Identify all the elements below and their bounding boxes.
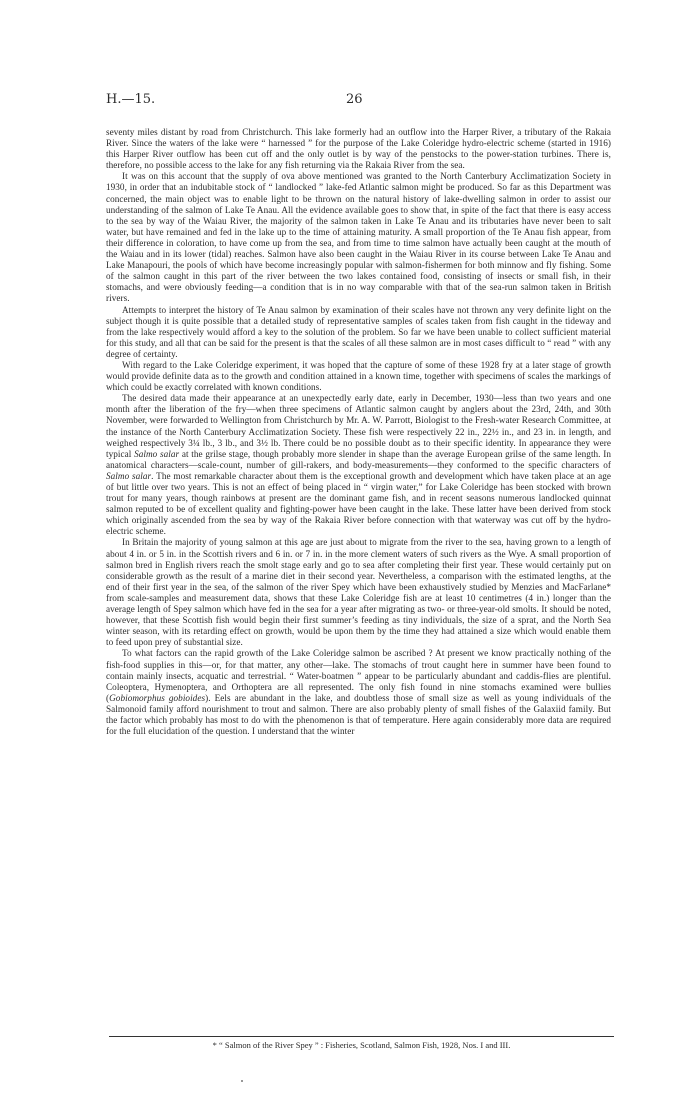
paragraph: It was on this account that the supply of ova above mentioned was granted to the North Canterbury Acclimatization Society in 1930, in order that an indubitable stock of “ landlocked ” lake-fed Atlantic salmon might be produced. So far as this Department was concerned, the main object was to enable light to be thrown on the natural history of lake-dwelling salmon in order to assist our understanding of the salmon of Lake Te Anau. All the evidence available goes to show that, in spite of the fact that there is easy access to the sea by way of the Waiau River, the majority of the salmon taken in Lake Te Anau and its tributaries have never been to salt water, but have remained and fed in the lake up to the time of attaining maturity. A small proportion of the Te Anau fish appear, from their difference in coloration, to have come up from the sea, and from time to time salmon have actually been caught at the mouth of the Waiau and in its lower (tidal) reaches. Salmon have also been caught in the Waiau River in its course between Lake Te Anau and Lake Manapouri, the pools of which have become increasingly popular with salmon-fishermen for both minnow and fly fishing. Some of the salmon caught in this part of the river between the two lakes contained food, consisting of insects or small fish, in their stomachs, and were obviously feeding—a condition that is in no way comparable with that of the sea-run salmon taken in British rivers. — [106, 171, 611, 304]
paragraph: With regard to the Lake Coleridge experiment, it was hoped that the capture of some of these 1928 fry at a later stage of growth would provide definite data as to the growth and condition attained in a known time, together with specimens of scales the markings of which could be exactly correlated with known conditions. — [106, 359, 611, 393]
document-reference: H.—15. — [106, 92, 156, 107]
page-header — [106, 92, 616, 114]
footnote-divider — [109, 1036, 614, 1037]
paragraph: The desired data made their appearance at an unexpectedly early date, early in December, 1930—less than two years and one month after the liberation of the fry—when three specimens of Atlantic salmon caught by anglers about the 23rd, 24th, and 30th November, were forwarded to Wellington from Christchurch by Mr. A. W. Parrott, Biologist to the Fresh-water Research Committee, at the instance of the North Canterbury Acclimatization Society. These fish were respectively 22 in., 22½ in., and 23 in. in length, and weighed respectively 3¼ lb., 3 lb., and 3½ lb. There could be no possible doubt as to their specific identity. In appearance they were typical Salmo salar at the grilse stage, though probably more slender in shape than the average European grilse of the same length. In anatomical characters—scale-count, number of gill-rakers, and body-measurements—they conformed to the specific characters of Salmo salar. The most remarkable character about them is the exceptional growth and development which have taken place at an age of but little over two years. This is not an effect of being placed in “ virgin water,” for Lake Coleridge has been stocked with brown trout for many years, though rainbows at present are the dominant game fish, and in recent seasons numerous landlocked quinnat salmon reputed to be of excellent quality and fighting-power have been caught in the lake. These latter have been derived from stock which originally ascended from the sea by way of the Rakaia River before connection with that waterway was cut off by the hydro-electric scheme. — [106, 393, 611, 537]
paragraph: seventy miles distant by road from Christchurch. This lake formerly had an outflow into the Harper River, a tributary of the Rakaia River. Since the waters of the lake were “ harnessed ” for the purpose of the Lake Coleridge hydro-electric scheme (started in 1916) this Harper River outflow has been cut off and the only outlet is by way of the penstocks to the power-station turbines. There is, therefore, no possible access to the lake for any fish returning via the Rakaia River from the sea. — [106, 127, 611, 171]
body-text — [106, 127, 611, 737]
paragraph: In Britain the majority of young salmon at this age are just about to migrate from the river to the sea, having grown to a length of about 4 in. or 5 in. in the Scottish rivers and 6 in. or 7 in. in the more clement waters of such rivers as the Wye. A small proportion of salmon bred in English rivers reach the smolt stage early and go to sea after completing their first year. These would certainly put on considerable growth as the result of a marine diet in their second year. Nevertheless, a comparison with the estimated lengths, at the end of their first year in the sea, of the salmon of the river Spey which have been exhaustively studied by Menzies and MacFarlane* from scale-samples and measurement data, shows that these Lake Coleridge fish are at least 10 centimetres (4 in.) longer than the average length of Spey salmon which have fed in the sea for a year after migrating as two- or three-year-old smolts. It should be noted, however, that these Scottish fish would begin their first summer’s feeding as tiny individuals, the size of a sprat, and the North Sea winter season, with its retarding effect on growth, would be upon them by the time they had attained a size which would enable them to feed upon prey of substantial size. — [106, 537, 611, 648]
footnote: * “ Salmon of the River Spey ” : Fisheries, Scotland, Salmon Fish, 1928, Nos. I and III. — [212, 1040, 511, 1050]
paragraph: To what factors can the rapid growth of the Lake Coleridge salmon be ascribed ? At present we know practically nothing of the fish-food supplies in this—or, for that matter, any other—lake. The stomachs of trout caught here in summer have been found to contain mainly insects, acquatic and terrestrial. “ Water-boatmen ” appear to be particularly abundant and caddis-flies are plentiful. Coleoptera, Hymenoptera, and Orthoptera are all represented. The only fish found in nine stomachs examined were bullies (Gobiomorphus gobioides). Eels are abundant in the lake, and doubtless those of small size as well as young individuals of the Salmonoid family afford nourishment to trout and salmon. There are also probably plenty of small fishes of the Galaxiid family. But the factor which probably has most to do with the phenomenon is that of temperature. Here again considerably more data are required for the full elucidation of the question. I understand that the winter — [106, 648, 611, 737]
paragraph: Attempts to interpret the history of Te Anau salmon by examination of their scales have not thrown any very definite light on the subject though it is quite possible that a detailed study of representative samples of scales taken from fish caught in the tideway and from the lake respectively would afford a key to the solution of the problem. So far we have been unable to collect sufficient material for this study, and all that can be said for the present is that the scales of all these salmon are in most cases difficult to “ read ” with any degree of certainty. — [106, 304, 611, 359]
speck-mark — [241, 1080, 243, 1082]
page-number: 26 — [346, 92, 363, 107]
